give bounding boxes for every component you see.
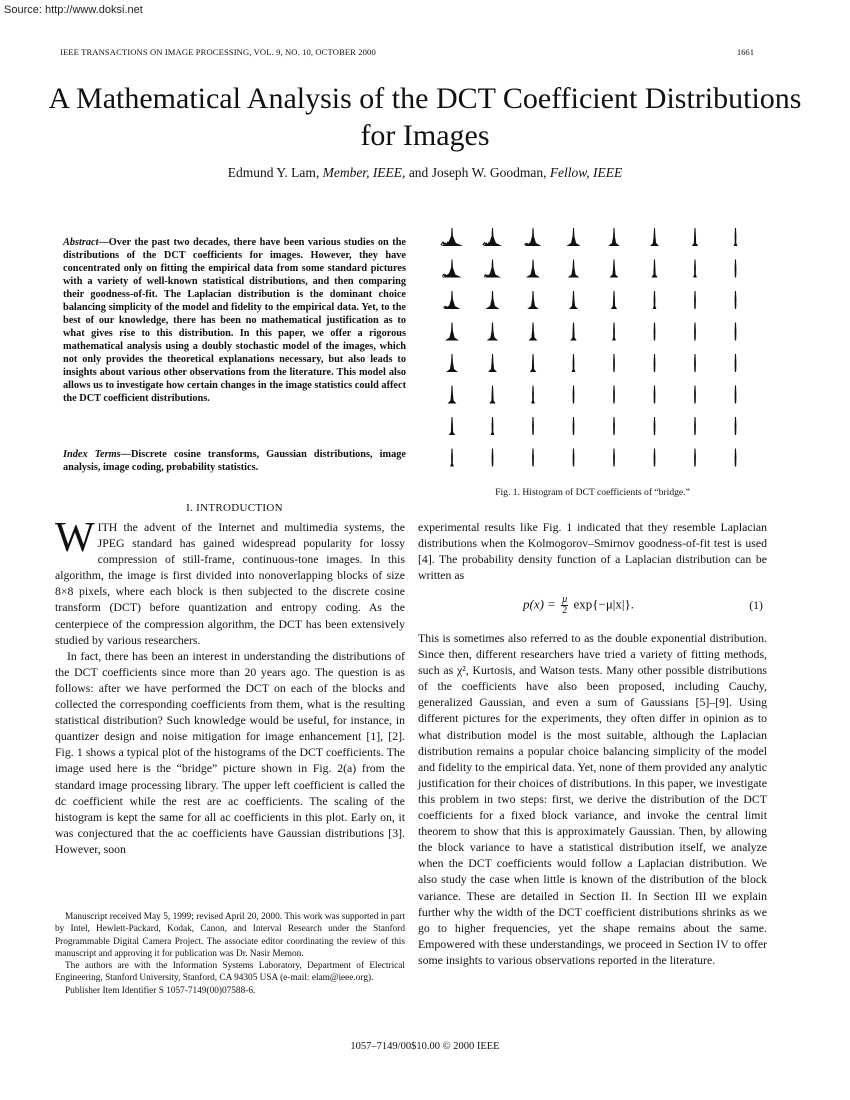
histogram-glyph-r4-c2 [530, 354, 536, 372]
histogram-glyph-r6-c7 [735, 417, 737, 435]
index-terms [63, 448, 406, 474]
author-and: and [408, 165, 429, 180]
footnote [55, 911, 405, 997]
section-heading-introduction: I. INTRODUCTION [186, 502, 283, 514]
histogram-glyph-r5-c3 [573, 386, 575, 404]
equation-1 [418, 595, 767, 617]
histogram-glyph-r5-c6 [694, 386, 696, 404]
histogram-glyph-r5-c1 [489, 386, 495, 404]
histogram-ragged-r0-c1 [483, 243, 492, 245]
histogram-grid-svg [440, 226, 750, 476]
abstract [63, 236, 406, 405]
drop-cap: W [55, 515, 95, 561]
histogram-glyph-r1-c5 [651, 260, 657, 278]
source-url: Source: http://www.doksi.net [4, 4, 143, 16]
histogram-glyph-r6-c4 [613, 417, 615, 435]
histogram-glyph-r7-c2 [532, 449, 534, 467]
figure-caption: Fig. 1. Histogram of DCT coefficients of “bridge.” [495, 487, 690, 498]
histogram-glyph-r5-c0 [448, 386, 457, 404]
histogram-glyph-r3-c6 [694, 323, 696, 341]
histogram-glyph-r3-c4 [612, 323, 616, 341]
histogram-ragged-r0-c2 [525, 243, 533, 245]
histogram-ragged-r2-c0 [444, 306, 452, 308]
histogram-glyph-r2-c5 [653, 291, 657, 309]
histogram-glyph-r3-c7 [735, 323, 737, 341]
histogram-glyph-r1-c4 [610, 260, 619, 278]
intro-paragraph-1: ITH the advent of the Internet and multimedia systems, the JPEG standard has gained widespread popularity for lossy compression of still-frame, continuous-tone images. In this algorithm, the image is first divided into nonoverlapping blocks of size 8×8 pixels, where each block is then subjected to the discrete cosine transform (DCT) before quantization and entropy coding. As the centerpiece of the compression algorithm, the DCT has been extensively studied by various researchers. [55, 520, 405, 647]
running-header: IEEE TRANSACTIONS ON IMAGE PROCESSING, VOL. 9, NO. 10, OCTOBER 2000 [60, 47, 376, 57]
histogram-glyph-r7-c6 [694, 449, 696, 467]
histogram-ragged-r1-c1 [484, 275, 492, 277]
histogram-glyph-r4-c5 [654, 354, 656, 372]
histogram-glyph-r7-c7 [735, 449, 737, 467]
histogram-glyph-r5-c4 [613, 386, 615, 404]
histogram-glyph-r2-c7 [735, 291, 737, 309]
equation-number: (1) [749, 598, 763, 612]
intro-paragraph-2: In fact, there has been an interest in understanding the distributions of the DCT coefficients since more than 20 years ago. The question is as follows: after we have performed the DCT on each of the blocks and collected the corresponding coefficients from them, what is the resulting statistical distribution? Such knowledge would be useful, for instance, in quantizer design and noise mitigation for image enhancement [1], [2]. Fig. 1 shows a typical plot of the histograms of the DCT coefficients. The image used here is the “bridge” picture shown in Fig. 2(a) from the standard image processing library. The upper left coefficient is called the dc coefficient while the rest are ac coefficients. The scaling of the histogram is kept the same for all ac coefficients in this plot. Early on, it was conjectured that the ac coefficients have Gaussian distributions [3]. However, soon [55, 648, 405, 856]
histogram-glyph-r3-c2 [529, 323, 538, 341]
histogram-glyph-r3-c0 [445, 323, 459, 341]
histogram-glyph-r1-c3 [568, 260, 580, 278]
footnote-affiliation: The authors are with the Information Systems Laboratory, Department of Electrical Engineering, Stanford University, Stanford, CA 94305 USA (e-mail: elam@ieee.org). [55, 961, 405, 984]
histogram-glyph-r5-c2 [531, 386, 535, 404]
histogram-glyph-r4-c3 [572, 354, 576, 372]
histogram-glyph-r7-c0 [450, 449, 454, 467]
histogram-glyph-r6-c0 [449, 417, 455, 435]
histogram-glyph-r3-c1 [487, 323, 499, 341]
index-terms-text: Discrete cosine transforms, Gaussian distributions, image analysis, image coding, probability statistics. [63, 449, 406, 473]
footnote-manuscript: Manuscript received May 5, 1999; revised April 20, 2000. This work was supported in part by Intel, Hewlett-Packard, Kodak, Canon, and Interval Research under the Stanford Programmable Digital Camera Project. The associate editor coordinating the review of this manuscript and approving it for publication was Dr. Nasir Memon. [55, 912, 405, 959]
histogram-ragged-r1-c0 [442, 274, 451, 276]
equation-fraction: $\frac{\mu}{2}$ [562, 594, 568, 616]
figure-histogram-grid [440, 226, 750, 481]
histogram-glyph-r0-c3 [566, 228, 580, 246]
author-2-role: Fellow, IEEE [549, 165, 623, 180]
histogram-ragged-r0-c0 [441, 242, 451, 245]
intro-right-paragraph-1: experimental results like Fig. 1 indicated that they resemble Laplacian distributions when the Kolmogorov–Smirnov goodness-of-fit test is used [4]. The probability density function of a Laplacian distribution can be written as [418, 520, 767, 583]
histogram-glyph-r0-c4 [608, 228, 620, 246]
histogram-glyph-r4-c0 [446, 354, 458, 372]
histogram-glyph-r1-c7 [735, 260, 737, 278]
histogram-glyph-r2-c0 [444, 291, 461, 309]
author-2-name: Joseph W. Goodman [431, 165, 544, 180]
histogram-glyph-r1-c6 [693, 260, 697, 278]
histogram-glyph-r0-c5 [650, 228, 659, 246]
footnote-publisher-id: Publisher Item Identifier S 1057-7149(00)07588-6. [65, 985, 256, 996]
abstract-label: Abstract— [63, 237, 109, 248]
author-line: Edmund Y. Lam, Member, IEEE, and Joseph W. Goodman, Fellow, IEEE [227, 165, 623, 180]
author-1-name: Edmund Y. Lam [227, 165, 316, 180]
histogram-glyph-r7-c3 [573, 449, 575, 467]
copyright-line: 1057–7149/00$10.00 © 2000 IEEE [350, 1041, 500, 1052]
histogram-glyph-r4-c6 [694, 354, 696, 372]
histogram-glyph-r4-c7 [735, 354, 737, 372]
histogram-glyph-r1-c1 [484, 260, 501, 278]
histogram-glyph-r2-c6 [694, 291, 696, 309]
histogram-glyph-r2-c3 [569, 291, 578, 309]
histogram-glyph-r6-c2 [532, 417, 534, 435]
histogram-glyph-r4-c1 [488, 354, 497, 372]
abstract-text: Over the past two decades, there have been various studies on the distributions of the DCT coefficients for images. However, they have concentrated only on fitting the empirical data from some standard pictures with a variety of well-known statistical distributions, and then comparing their goodness-of-fit. The Laplacian distribution is the dominant choice balancing simplicity of the model and fidelity to the empirical data. Yet, to the best of our knowledge, there has been no mathematical justification as to what gives rise to this distribution. In this paper, we offer a rigorous mathematical analysis using a doubly stochastic model of the images, which not only provides the theoretical explanations necessary, but also leads to insights about various other observations from the literature. This model also allows us to investigate how certain changes in the image statistics could affect the DCT coefficient distributions. [63, 237, 406, 404]
histogram-glyph-r6-c6 [694, 417, 696, 435]
histogram-glyph-r0-c6 [692, 228, 698, 246]
histogram-glyph-r0-c7 [734, 228, 738, 246]
histogram-glyph-r6-c5 [654, 417, 656, 435]
histogram-glyph-r3-c5 [654, 323, 656, 341]
histogram-glyph-r5-c7 [735, 386, 737, 404]
page-number: 1661 [736, 47, 754, 57]
histogram-glyph-r1-c2 [526, 260, 540, 278]
histogram-glyph-r7-c5 [654, 449, 656, 467]
histogram-glyph-r5-c5 [654, 386, 656, 404]
histogram-glyph-r6-c1 [491, 417, 495, 435]
histogram-glyph-r2-c1 [485, 291, 499, 309]
histogram-glyph-r6-c3 [573, 417, 575, 435]
histogram-glyph-r2-c2 [527, 291, 539, 309]
intro-left-column [55, 515, 405, 857]
index-terms-label: Index Terms— [63, 449, 131, 460]
histogram-glyph-r7-c4 [613, 449, 615, 467]
histogram-glyph-r4-c4 [613, 354, 615, 372]
paper-title: A Mathematical Analysis of the DCT Coefficient Distributions for Images [48, 82, 802, 152]
equation-lhs: p(x) = [523, 596, 556, 612]
equation-rhs: exp{−μ|x|}. [573, 596, 634, 612]
histogram-glyph-r7-c1 [492, 449, 494, 467]
author-1-role: , Member, IEEE, [315, 165, 406, 180]
histogram-glyph-r2-c4 [611, 291, 617, 309]
intro-right-paragraph-2: This is sometimes also referred to as the double exponential distribution. Since then, different researchers have tried a variety of fitting methods, such as χ², Kurtosis, and Watson tests. Many other possible distributions of the coefficients have also been proposed, including Cauchy, generalized Gaussian, and even a sum of Gaussians [5]–[9]. Using different pictures for the experiments, they often differ in opinion as to what distribution model is the most suitable, although the Laplacian distribution remains a popular choice balancing simplicity of the model and fidelity to the empirical data. Yet, none of them provided any analytic justification for their choices of distributions. In this paper, we investigate this problem in two steps: first, we derive the distribution of the DCT coefficients for a fixed block variance, and invoke the central limit theorem to show that this is approximately Gaussian. Then, by allowing the block variance to have a statistical distribution itself, we analyze when the DCT coefficients would follow a Laplacian distribution. We also study the case when little is known of the distribution of the block variance. These are detailed in Section II. In Section III we explain further why the width of the DCT coefficient distributions shrinks as we go to higher frequencies, yet the shape remains about the same. Empowered with these understandings, we proceed in Section IV to offer some insights to various observations reported in the literature. [418, 631, 767, 967]
histogram-glyph-r3-c3 [570, 323, 576, 341]
histogram-glyph-r0-c2 [525, 228, 542, 246]
